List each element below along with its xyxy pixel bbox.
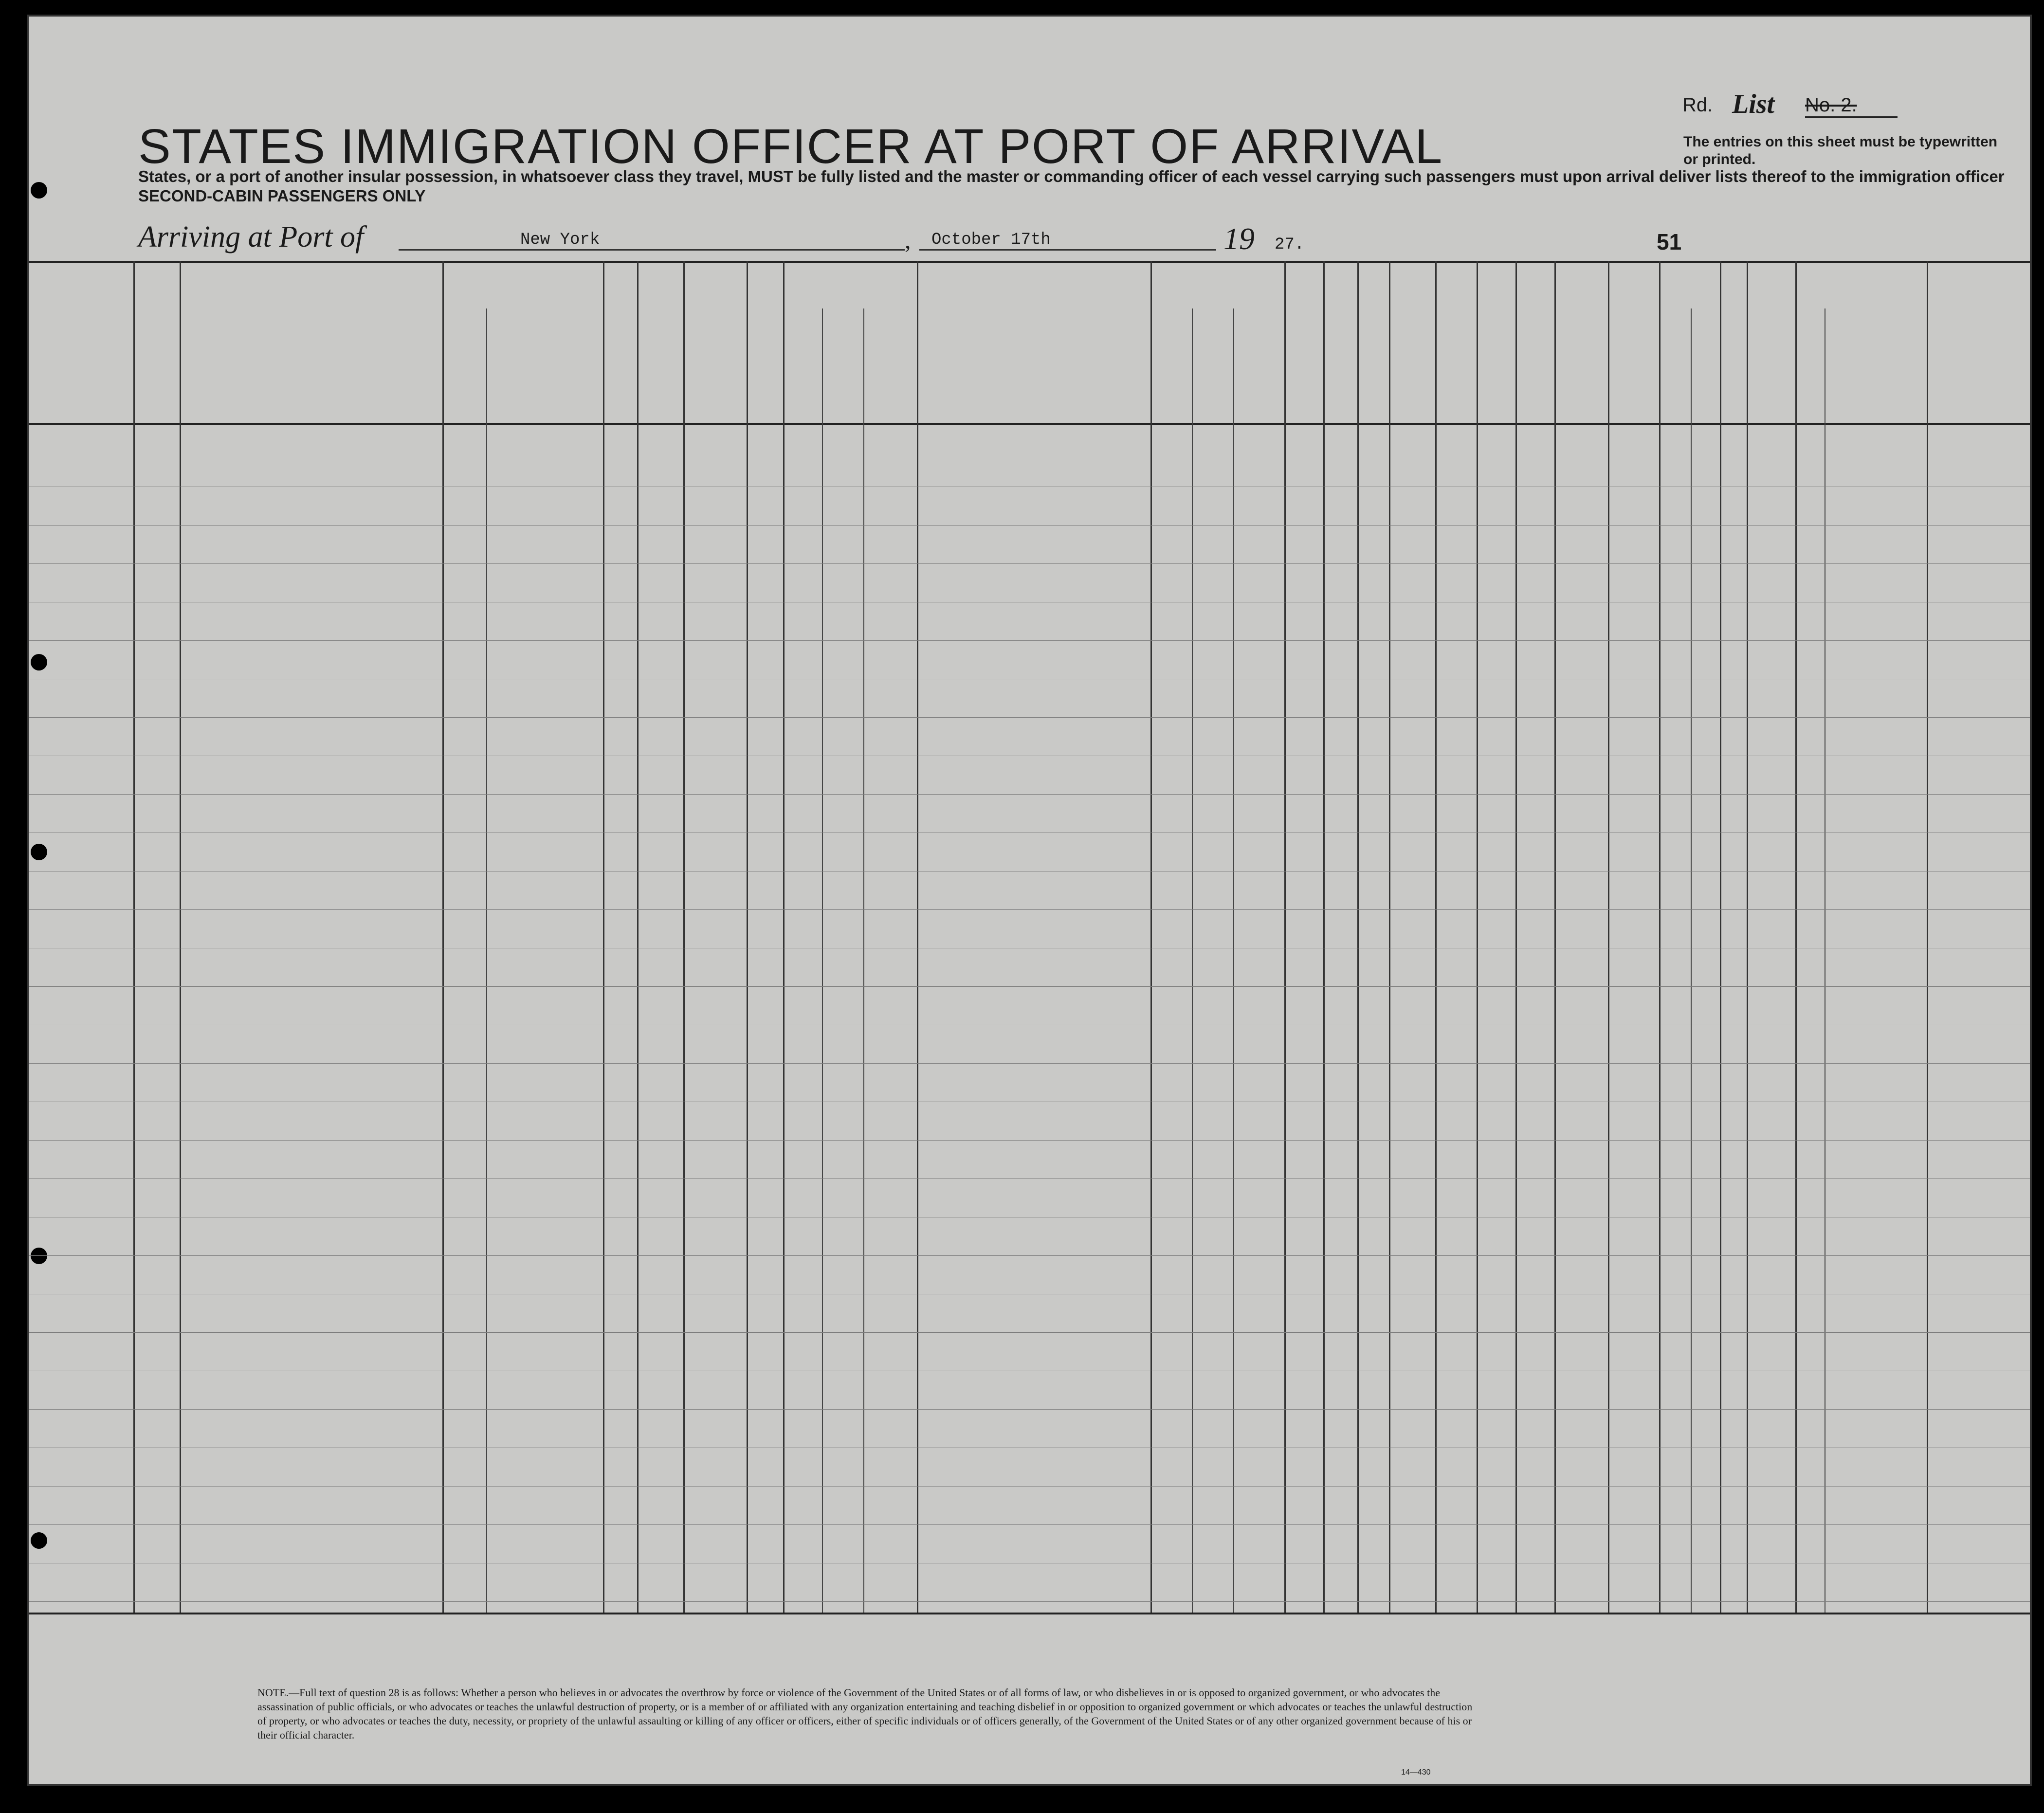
question-28-footnote: NOTE.—Full text of question 28 is as follows: Whether a person who believes in or advocates the overthrow by force or violence of the Government of the United States or of all forms of law, or who disbelieves in or is opposed to organized government, or who advocates the assassination of public officials, or who advocates or teaches the unlawful destruction of property, or is a member of or affiliated with any organization entertaining and teaching disbelief in or opposition to organized government or which advocates or teaches the unlawful destruction of property, or who advocates or teaches the duty, necessity, or propriety of the unlawful assaulting or killing of any officer or officers, either of specific individuals or of officers generally, of the Government of the United States or of any other organized government because of his or their official character. [257, 1686, 1473, 1741]
list-number: No. 2. [1805, 94, 1898, 118]
subcolumn-rule [486, 308, 487, 1613]
table-bottom-rule [29, 1613, 2030, 1614]
column-rule [1515, 261, 1517, 1613]
page-title: STATES IMMIGRATION OFFICER AT PORT OF ARRIVAL [138, 119, 1443, 174]
year-suffix: 27. [1275, 236, 1305, 254]
row-rule [29, 640, 2030, 641]
column-rule [747, 261, 748, 1613]
arrival-port: New York [520, 231, 600, 249]
arriving-label: Arriving at Port of [138, 220, 364, 254]
row-rule [29, 1332, 2030, 1333]
column-rule [180, 261, 181, 1613]
column-rule [133, 261, 135, 1613]
row-rule [29, 1486, 2030, 1487]
subcolumn-rule [1192, 308, 1193, 1613]
row-rule [29, 986, 2030, 987]
subcolumn-rule [863, 308, 864, 1613]
subcolumn-rule [822, 308, 823, 1613]
year-century: 19 [1223, 221, 1255, 256]
row-rule [29, 1140, 2030, 1141]
page-number: 51 [1657, 229, 1682, 254]
row-rule [29, 563, 2030, 564]
column-rule [683, 261, 685, 1613]
row-rule [29, 1601, 2030, 1602]
column-rule [1435, 261, 1437, 1613]
binder-hole [31, 844, 47, 860]
column-rule [1554, 261, 1556, 1613]
column-rule [917, 261, 918, 1613]
arrival-date: October 17th [931, 231, 1051, 249]
row-rule [29, 1063, 2030, 1064]
subcolumn-rule [1691, 308, 1692, 1613]
column-rule [1720, 261, 1721, 1613]
row-rule [29, 1524, 2030, 1525]
row-rule [29, 717, 2030, 718]
table-top-rule [29, 261, 2030, 263]
date-underline [919, 249, 1216, 251]
binder-hole [31, 1532, 47, 1549]
list-label: List [1732, 89, 1775, 119]
rd-label: Rd. [1682, 94, 1713, 116]
column-rule [1323, 261, 1325, 1613]
subcolumn-rule [1233, 308, 1234, 1613]
column-rule [1659, 261, 1661, 1613]
comma: , [905, 226, 911, 254]
binder-hole [31, 1248, 47, 1264]
column-rule [1747, 261, 1748, 1613]
row-rule [29, 1255, 2030, 1256]
column-rule [1284, 261, 1286, 1613]
row-rule [29, 909, 2030, 910]
column-rule [1357, 261, 1359, 1613]
manifest-sheet [27, 15, 2032, 1786]
column-rule [1608, 261, 1609, 1613]
row-rule [29, 794, 2030, 795]
binder-hole [31, 182, 47, 199]
row-rule [29, 1178, 2030, 1179]
column-rule [783, 261, 785, 1613]
column-rule [1150, 261, 1152, 1613]
form-subtitle: States, or a port of another insular possession, in whatsoever class they travel, MUST be fully listed and the master or commanding officer of each vessel carrying such passengers must upon arrival deliver lists thereof to the immigration officer [138, 167, 2005, 185]
column-rule [1927, 261, 1928, 1613]
row-rule [29, 1409, 2030, 1410]
column-rule [1795, 261, 1797, 1613]
column-rule [603, 261, 604, 1613]
port-underline [399, 249, 905, 251]
form-number: 14—430 [1401, 1768, 1431, 1777]
column-rule [1477, 261, 1478, 1613]
typewritten-instructions: The entries on this sheet must be typewritten or printed. [1683, 134, 1998, 167]
column-rule [637, 261, 639, 1613]
row-rule [29, 525, 2030, 526]
column-rule [442, 261, 444, 1613]
header-bottom-rule [29, 423, 2030, 425]
binder-hole [31, 654, 47, 671]
cabin-class: SECOND-CABIN PASSENGERS ONLY [138, 187, 426, 205]
column-rule [1389, 261, 1390, 1613]
